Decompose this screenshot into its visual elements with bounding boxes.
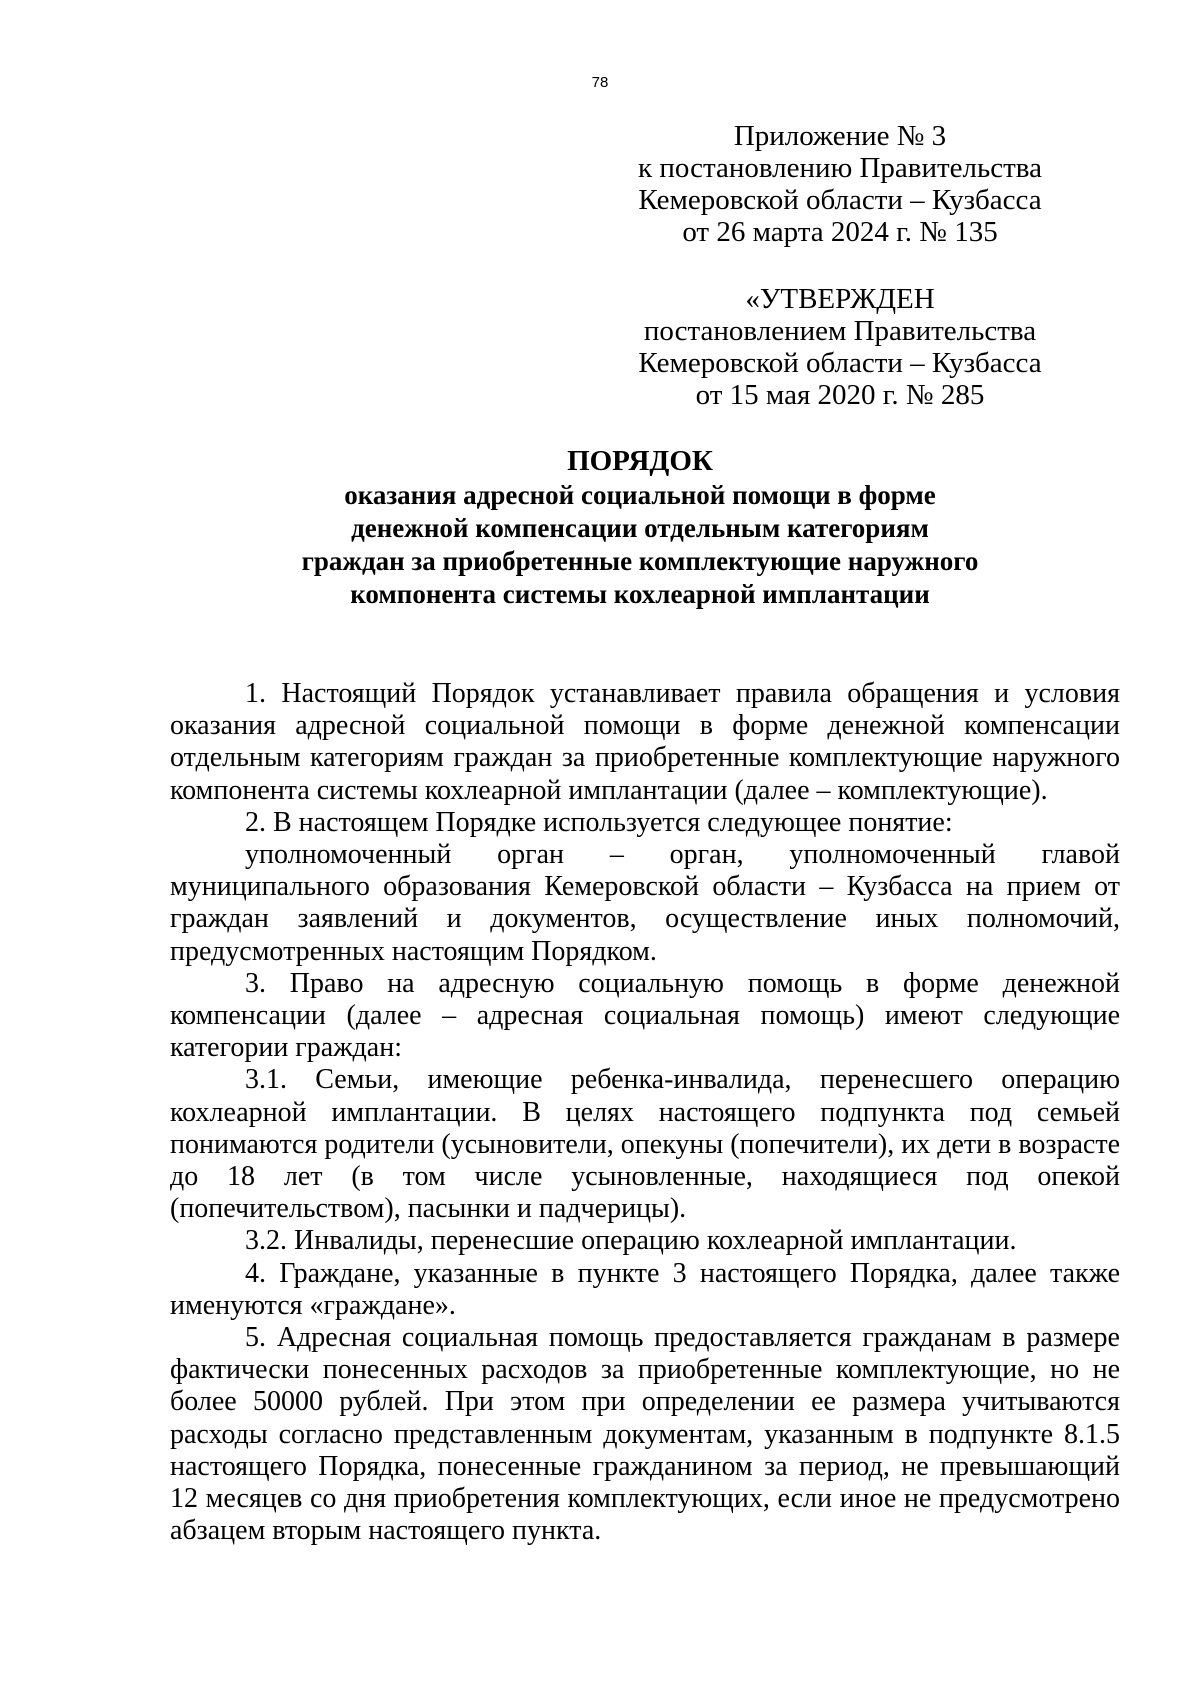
paragraph-2: 2. В настоящем Порядке используется следующее понятие: xyxy=(245,806,953,838)
title-line: компонента системы кохлеарной имплантации xyxy=(350,579,930,609)
paragraph-3: 3. Право на адресную социальную помощь в форме денежной компенсации (далее – адресная социальная помощь) имеют следующие категории граждан: xyxy=(170,967,1120,1064)
paragraph-4: 4. Граждане, указанные в пункте 3 настоящего Порядка, далее также именуются «граждане». xyxy=(170,1257,1120,1321)
paragraph-1: 1. Настоящий Порядок устанавливает правила обращения и условия оказания адресной социальной помощи в форме денежной компенсации отдельным категориям граждан за приобретенные комплектующие наружного компонента системы кохлеарной имплантации (далее – комплектующие). xyxy=(170,678,1120,806)
paragraph-3-1: 3.1. Семьи, имеющие ребенка-инвалида, перенесшего операцию кохлеарной имплантации. В целях настоящего подпункта под семьей понимаются родители (усыновители, опекуны (попечители), их дети в возрасте до 18 лет (в том числе усыновленные, находящиеся под опекой (попечительством), пасынки и падчерицы). xyxy=(170,1064,1120,1225)
paragraph-definition: уполномоченный орган – орган, уполномоченный главой муниципального образования Кемеровской области – Кузбасса на прием от граждан заявлений и документов, осуществление иных полномочий, предусмотренных настоящим Порядком. xyxy=(170,839,1120,967)
title-line: оказания адресной социальной помощи в форме xyxy=(344,480,936,510)
approval-line: «УТВЕРЖДЕН xyxy=(745,283,935,315)
appendix-line: от 26 марта 2024 г. № 135 xyxy=(682,216,998,248)
paragraph-5: 5. Адресная социальная помощь предоставляется гражданам в размере фактически понесенных расходов за приобретенные комплектующие, но не более 50000 рублей. При этом при определении ее размера учитываются расходы согласно представленным документам, указанным в подпункте 8.1.5 настоящего Порядка, понесенные гражданином за период, не превышающий 12 месяцев со дня приобретения комплектующих, если иное не предусмотрено абзацем вторым настоящего пункта. xyxy=(170,1322,1120,1547)
approval-line: постановлением Правительства xyxy=(643,315,1037,347)
appendix-line: Приложение № 3 xyxy=(733,120,947,152)
document-body xyxy=(170,678,1120,1547)
appendix-line: Кемеровской области – Кузбасса xyxy=(638,184,1042,216)
approval-line: Кемеровской области – Кузбасса xyxy=(638,347,1042,379)
document-title xyxy=(170,445,1110,611)
appendix-reference xyxy=(620,120,1060,248)
title-line: денежной компенсации отдельным категориям xyxy=(351,513,929,543)
paragraph-3-2: 3.2. Инвалиды, перенесшие операцию кохлеарной имплантации. xyxy=(245,1225,1017,1257)
title-heading: ПОРЯДОК xyxy=(567,445,713,477)
title-line: граждан за приобретенные комплектующие наружного xyxy=(301,546,979,576)
approval-line: от 15 мая 2020 г. № 285 xyxy=(695,379,985,411)
appendix-line: к постановлению Правительства xyxy=(638,152,1042,184)
page-number: 78 xyxy=(591,74,609,91)
approval-stamp xyxy=(620,283,1060,411)
